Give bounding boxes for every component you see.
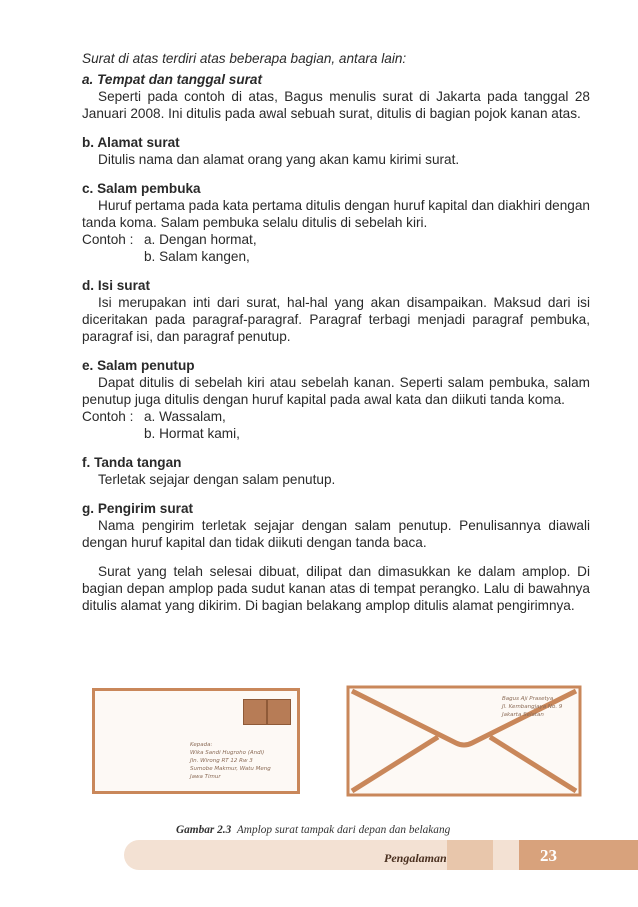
section-heading: c. Salam pembuka <box>82 181 201 196</box>
stamp-icon <box>243 699 267 725</box>
example-item: a. Wassalam, <box>144 409 226 424</box>
envelope-back <box>346 685 582 797</box>
section-salam-pembuka <box>82 180 590 265</box>
section-body: Dapat ditulis di sebelah kiri atau sebelah kanan. Seperti salam pembuka, salam penutup juga ditulis dengan huruf kapital pada awal kata dan diikuti tanda koma. <box>82 375 590 407</box>
recipient-address <box>190 741 271 781</box>
section-body: Nama pengirim terletak sejajar dengan salam penutup. Penulisannya diawali dengan huruf kapital dan tidak diikuti dengan tanda baca. <box>82 518 590 550</box>
caption-text: Amplop surat tampak dari depan dan belakang <box>236 824 451 836</box>
figure-caption <box>176 824 450 836</box>
address-line: Jl. Kembangjaya No. 9 <box>502 704 563 710</box>
section-salam-penutup <box>82 357 590 442</box>
address-line: Jakarta Selatan <box>502 712 544 718</box>
caption-label: Gambar 2.3 <box>176 824 232 836</box>
section-heading: e. Salam penutup <box>82 358 195 373</box>
section-body: Ditulis nama dan alamat orang yang akan kamu kirimi surat. <box>98 152 460 167</box>
section-tanda-tangan <box>82 454 590 488</box>
page-content <box>82 50 590 614</box>
address-line: Sumobe Makmur, Watu Meng <box>190 766 271 772</box>
section-alamat <box>82 134 590 168</box>
section-heading: d. Isi surat <box>82 278 150 293</box>
section-tempat-tanggal <box>82 71 590 122</box>
address-line: Jln. Wirong RT 12 Rw 3 <box>190 758 253 764</box>
example-label: Contoh : <box>82 232 134 247</box>
section-body: Terletak sejajar dengan salam penutup. <box>98 472 336 487</box>
closing-paragraph: Surat yang telah selesai dibuat, dilipat dan dimasukkan ke dalam amplop. Di bagian depan amplop pada sudut kanan atas di tempat perangko. Lalu di bawahnya ditulis alamat yang dikirim. Di bagian belakang amplop ditulis alamat pengirimnya. <box>82 564 590 613</box>
section-body: Seperti pada contoh di atas, Bagus menulis surat di Jakarta pada tanggal 28 Januari 2008. Ini ditulis pada awal sebuah surat, ditulis di bagian pojok kanan atas. <box>82 89 590 121</box>
address-line: Wika Sandi Hugroho (Andi) <box>190 750 265 756</box>
example-item: b. Hormat kami, <box>144 426 240 441</box>
footer-page-box <box>519 840 638 870</box>
intro-text: Surat di atas terdiri atas beberapa bagian, antara lain: <box>82 51 407 66</box>
envelope-figure <box>84 685 594 803</box>
address-line: Bagus Aji Prasetya <box>502 696 554 702</box>
section-body: Huruf pertama pada kata pertama ditulis dengan huruf kapital dan diakhiri dengan tanda koma. Salam pembuka selalu ditulis di sebelah kiri. <box>82 198 590 230</box>
section-isi <box>82 277 590 345</box>
section-heading: b. Alamat surat <box>82 135 180 150</box>
section-body: Isi merupakan inti dari surat, hal-hal yang akan disampaikan. Maksud dari isi diceritakan pada paragraf-paragraf. Paragraf terbagi menjadi paragraf pembuka, paragraf isi, dan paragraf penutup. <box>82 295 590 344</box>
example-item: a. Dengan hormat, <box>144 232 257 247</box>
section-heading: g. Pengirim surat <box>82 501 194 516</box>
example-row <box>82 231 590 248</box>
sender-address <box>502 695 562 719</box>
address-line: Jawa Timur <box>190 774 221 780</box>
section-heading: f. Tanda tangan <box>82 455 182 470</box>
footer-divider <box>447 840 493 870</box>
chapter-name: Pengalaman <box>384 851 447 865</box>
address-line: Kepada: <box>190 742 213 748</box>
section-heading: a. Tempat dan tanggal surat <box>82 72 263 87</box>
page-number: 23 <box>540 846 557 865</box>
stamp-icon <box>267 699 291 725</box>
example-row <box>82 408 590 425</box>
envelope-front <box>92 688 300 794</box>
section-pengirim <box>82 500 590 551</box>
example-item: b. Salam kangen, <box>144 249 250 264</box>
example-label: Contoh : <box>82 409 134 424</box>
